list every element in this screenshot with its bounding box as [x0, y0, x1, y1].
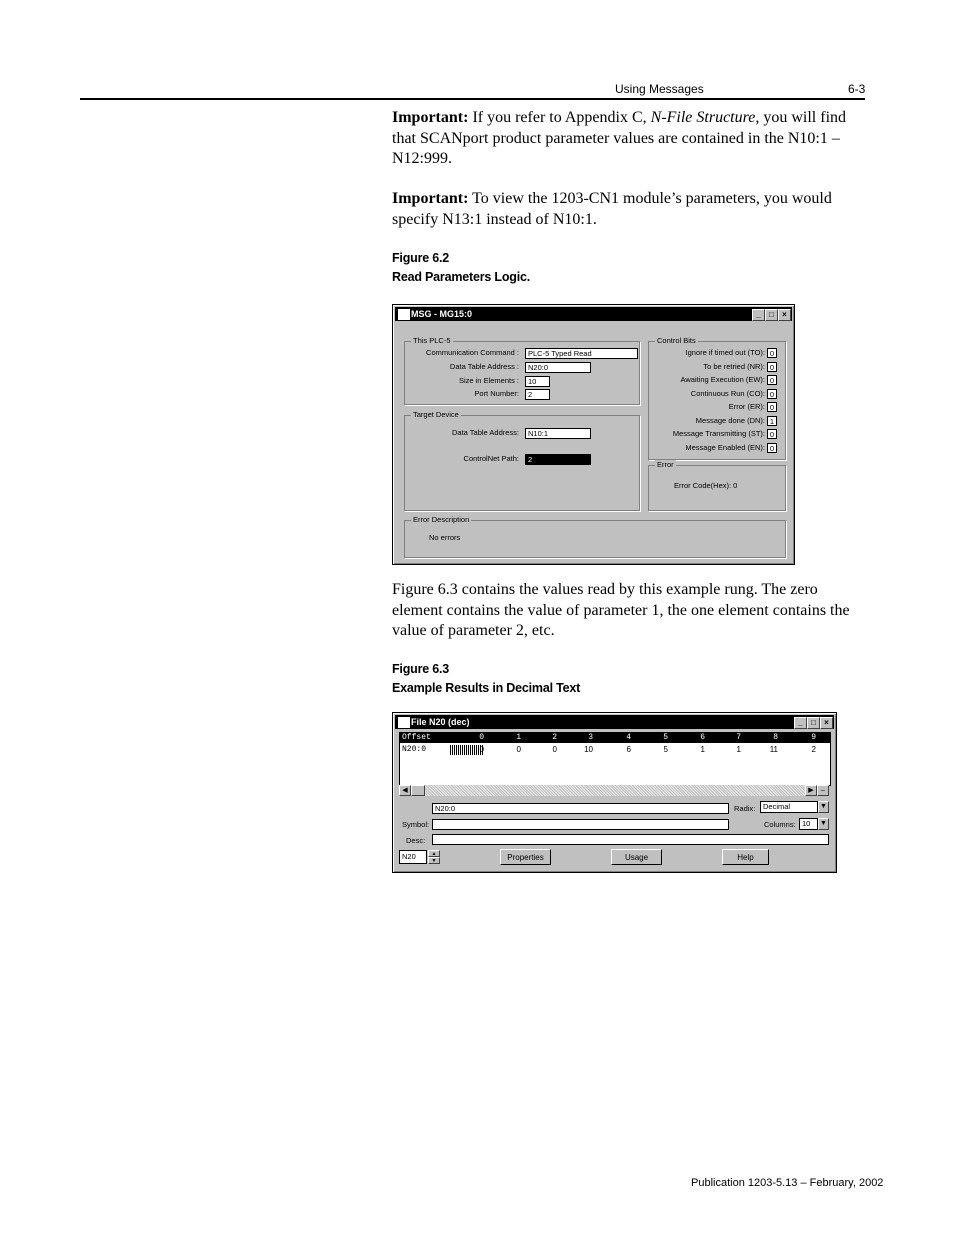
control-bit-label: To be retried (NR): [703, 361, 765, 371]
control-bits-group [648, 336, 786, 460]
figure-number: Figure 6.2 [392, 251, 450, 265]
table-cell[interactable]: 0 [552, 745, 557, 754]
publication-footer: Publication 1203-5.13 – February, 2002 [691, 1177, 884, 1189]
properties-button[interactable]: Properties [500, 849, 551, 865]
appendix-title: N-File Structure [650, 109, 756, 126]
desc-field[interactable] [432, 834, 829, 845]
window-app-icon [398, 717, 410, 728]
important-note-1 [392, 108, 872, 170]
column-header: 6 [700, 733, 705, 742]
controlnet-path-label: ControlNet Path: [463, 454, 519, 463]
column-header: 0 [479, 733, 484, 742]
address-field[interactable]: N20:0 [432, 803, 729, 814]
target-device-group [404, 410, 640, 511]
msg-title-bar [395, 307, 792, 321]
column-header: 7 [736, 733, 741, 742]
grid-header-row [400, 733, 830, 743]
control-bit-value[interactable]: 0 [767, 443, 777, 453]
file-number-field[interactable]: N20 [399, 850, 427, 864]
this-plc5-group [404, 336, 640, 405]
control-bit-label: Message Enabled (EN): [685, 442, 765, 452]
note-text: If you refer to Appendix C, [468, 109, 651, 126]
column-header: 1 [516, 733, 521, 742]
close-icon[interactable]: × [820, 717, 833, 729]
communication-command-label: Communication Command : [426, 348, 519, 357]
error-description-group [404, 515, 786, 558]
symbol-label: Symbol: [402, 820, 430, 829]
msg-dialog-window [392, 304, 795, 565]
radix-dropdown-icon[interactable]: ▼ [818, 801, 829, 813]
data-table-address-field[interactable]: N20:0 [525, 362, 591, 373]
header-rule [80, 98, 865, 100]
control-bit-label: Ignore if timed out (TO): [685, 348, 765, 357]
scroll-left-icon[interactable]: ◀ [399, 785, 411, 796]
figure-number: Figure 6.3 [392, 662, 450, 676]
control-bit-value[interactable]: 0 [767, 429, 777, 439]
close-icon[interactable]: × [778, 309, 791, 321]
table-cell[interactable]: 2 [811, 745, 816, 754]
data-file-window [392, 712, 837, 873]
data-table-grid[interactable] [399, 732, 831, 786]
group-label: Target Device [413, 410, 459, 419]
file-title-bar [395, 715, 834, 729]
spin-up-icon[interactable]: ▲ [428, 850, 440, 857]
target-address-field[interactable]: N10:1 [525, 428, 591, 439]
control-bit-value[interactable]: 1 [767, 416, 777, 426]
error-description-text: No errors [429, 533, 461, 542]
row-address: N20:0 [402, 745, 427, 754]
table-cell[interactable]: 5 [663, 745, 668, 754]
column-header: 2 [552, 733, 557, 742]
port-number-label: Port Number: [474, 389, 519, 398]
communication-command-field[interactable]: PLC-5 Typed Read [525, 348, 638, 359]
size-in-elements-field[interactable]: 10 [525, 376, 550, 387]
note-text: To view the 1203-CN1 module’s parameters, you would specify N13:1 instead of N10:1. [392, 190, 832, 228]
column-header: 3 [588, 733, 593, 742]
help-button[interactable]: Help [722, 849, 769, 865]
control-bit-label: Awaiting Execution (EW): [680, 375, 765, 384]
desc-label: Desc: [406, 836, 426, 845]
error-code-text: Error Code(Hex): 0 [674, 481, 738, 490]
figure-title: Read Parameters Logic. [392, 270, 531, 284]
controlnet-path-field[interactable]: 2 [525, 454, 591, 465]
control-bit-value[interactable]: 0 [767, 375, 777, 385]
scroll-thumb[interactable] [411, 785, 425, 796]
group-label: Error Description [413, 515, 470, 524]
important-label: Important: [392, 109, 469, 126]
table-cell[interactable]: 1 [736, 745, 741, 754]
column-header: 4 [626, 733, 631, 742]
port-number-field[interactable]: 2 [525, 389, 550, 400]
radix-select[interactable]: Decimal [760, 801, 818, 813]
radix-label: Radix: [734, 804, 756, 813]
column-header: 9 [811, 733, 816, 742]
table-cell[interactable]: 11 [769, 745, 778, 754]
columns-dropdown-icon[interactable]: ▼ [818, 818, 829, 830]
running-header-section: Using Messages [615, 82, 704, 96]
control-bit-label: Continuous Run (CO): [690, 388, 765, 398]
size-in-elements-label: Size in Elements : [458, 376, 519, 385]
scroll-right-icon[interactable]: ▶ [805, 785, 817, 796]
table-cell[interactable]: 10 [584, 745, 593, 754]
table-cell[interactable]: 6 [626, 745, 631, 754]
target-address-label: Data Table Address: [452, 428, 519, 437]
columns-select[interactable]: 10 [799, 818, 818, 830]
figure-title: Example Results in Decimal Text [392, 681, 581, 695]
table-cell[interactable]: 1 [700, 745, 705, 754]
split-icon[interactable]: – [817, 785, 829, 796]
figure-6-3-description: Figure 6.3 contains the values read by this example rung. The zero element contains the value of parameter 1, the one element contains the value of parameter 2, etc. [392, 581, 850, 639]
important-label: Important: [392, 190, 469, 207]
control-bit-label: Error (ER): [728, 402, 765, 411]
error-group [648, 460, 786, 511]
column-header: 5 [663, 733, 668, 742]
column-header: 8 [773, 733, 778, 742]
note-text-cont: , you will find that SCANport product parameter values are contained in the N10:1 – N12:999. [392, 109, 847, 167]
file-title: File N20 (dec) [411, 717, 470, 727]
control-bit-value[interactable]: 0 [767, 362, 777, 372]
group-label: This PLC-5 [413, 336, 451, 345]
control-bit-value[interactable]: 0 [767, 389, 777, 399]
horizontal-scrollbar[interactable] [399, 785, 829, 796]
important-note-2 [392, 189, 872, 230]
usage-button[interactable]: Usage [611, 849, 662, 865]
table-cell[interactable]: 0 [450, 745, 484, 755]
data-table-address-label: Data Table Address : [449, 362, 519, 371]
running-header-page: 6-3 [848, 82, 866, 96]
maximize-icon[interactable]: □ [765, 309, 778, 321]
group-label: Control Bits [657, 336, 696, 345]
control-bit-label: Message Transmitting (ST): [672, 429, 765, 438]
maximize-icon[interactable]: □ [807, 717, 820, 729]
control-bit-value[interactable]: 0 [767, 402, 777, 412]
figure-6-3-caption [392, 660, 580, 698]
msg-title: MSG - MG15:0 [411, 309, 473, 319]
table-cell[interactable]: 0 [516, 745, 521, 754]
offset-header: Offset [402, 733, 431, 742]
group-label: Error [657, 460, 674, 469]
control-bit-value[interactable]: 0 [767, 348, 777, 358]
control-bit-label: Message done (DN): [695, 415, 765, 425]
symbol-field[interactable] [432, 819, 729, 830]
columns-label: Columns: [764, 820, 796, 829]
minimize-icon[interactable]: _ [752, 309, 765, 321]
window-app-icon [398, 309, 410, 320]
figure-6-2-caption [392, 249, 530, 287]
minimize-icon[interactable]: _ [794, 717, 807, 729]
spin-down-icon[interactable]: ▼ [428, 857, 440, 864]
